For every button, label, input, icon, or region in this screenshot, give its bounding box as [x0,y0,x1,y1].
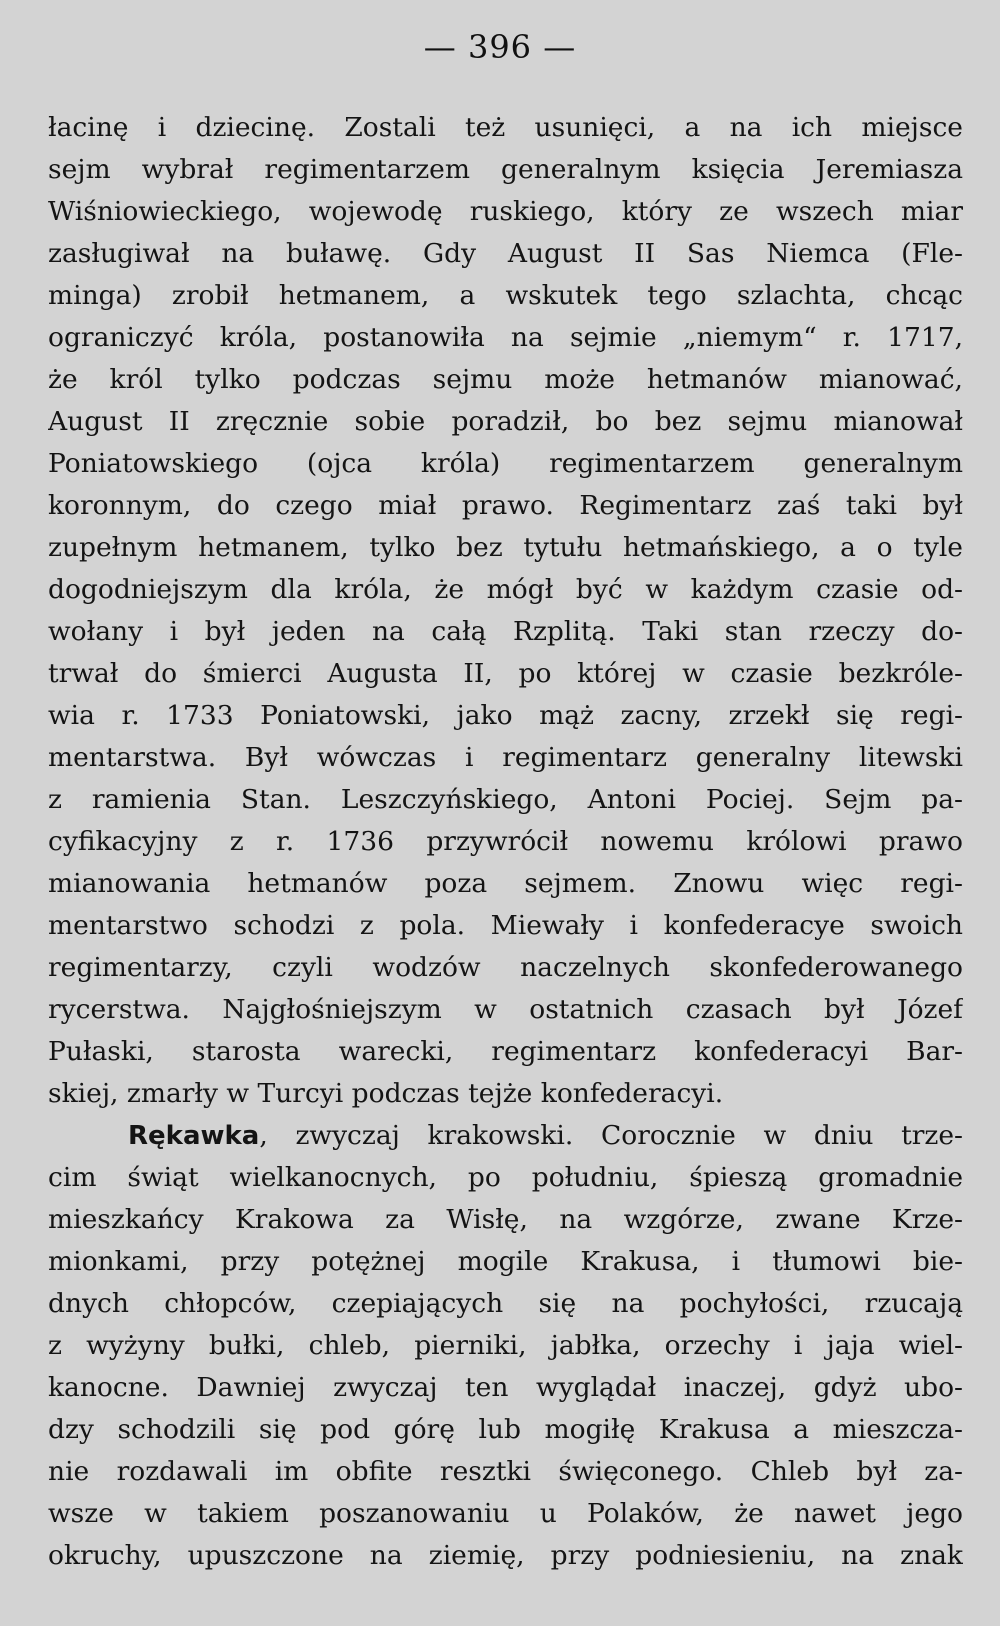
text-line: rycerstwa. Najgłośniejszym w ostatnich czasach był Józef [48,994,963,1025]
text-line: zupełnym hetmanem, tylko bez tytułu hetmańskiego, a o tyle [48,532,963,563]
text-line: zasługiwał na buławę. Gdy August II Sas Niemca (Fle- [48,238,963,269]
text-line [48,1115,963,1157]
text-line: Pułaski, starosta warecki, regimentarz konfederacyi Bar- [48,1036,963,1067]
text-line: regimentarzy, czyli wodzów naczelnych skonfederowanego [48,952,963,983]
text-line: wołany i był jeden na całą Rzplitą. Taki stan rzeczy do- [48,616,963,647]
text-line: że król tylko podczas sejmu może hetmanów mianować, [48,364,963,395]
text-line: kanocne. Dawniej zwyczaj ten wyglądał inaczej, gdyż ubo- [48,1372,963,1403]
text-line: nie rozdawali im obfite resztki święconego. Chleb był za- [48,1456,963,1487]
text-line: mionkami, przy potężnej mogile Krakusa, i tłumowi bie- [48,1246,963,1277]
text-line: z ramienia Stan. Leszczyńskiego, Antoni Pociej. Sejm pa- [48,784,963,815]
text-line: dzy schodzili się pod górę lub mogiłę Krakusa a mieszcza- [48,1414,963,1445]
text-line: koronnym, do czego miał prawo. Regimentarz zaś taki był [48,490,963,521]
entry-lines [48,1157,963,1577]
text-line: okruchy, upuszczone na ziemię, przy podniesieniu, na znak [48,1540,963,1571]
text-line: mentarstwa. Był wówczas i regimentarz generalny litewski [48,742,963,773]
text-line: z wyżyny bułki, chleb, pierniki, jabłka, orzechy i jaja wiel- [48,1330,963,1361]
text-line: skiej, zmarły w Turcyi podczas tejże konfederacyi. [48,1078,724,1109]
text-line: August II zręcznie sobie poradził, bo bez sejmu mianował [48,406,963,437]
paragraph-reginentarz [48,107,963,1115]
text-line: Poniatowskiego (ojca króla) regimentarzem generalnym [48,448,963,479]
text-line: Wiśniowieckiego, wojewodę ruskiego, który ze wszech miar [48,196,963,227]
text-line: mieszkańcy Krakowa za Wisłę, na wzgórze, zwane Krze- [48,1204,963,1235]
page-number: — 396 — [423,28,577,66]
text-line: cim świąt wielkanocnych, po południu, śpieszą gromadnie [48,1162,963,1193]
entry-rekawka [48,1115,963,1577]
text-line: trwał do śmierci Augusta II, po której w czasie bezkróle- [48,658,963,689]
text-line: mentarstwo schodzi z pola. Miewały i konfederacye swoich [48,910,963,941]
text-line: minga) zrobił hetmanem, a wskutek tego szlachta, chcąc [48,280,963,311]
text-line: mianowania hetmanów poza sejmem. Znowu więc regi- [48,868,963,899]
text-line: wsze w takiem poszanowaniu u Polaków, że nawet jego [48,1498,963,1529]
text-line: dogodniejszym dla króla, że mógł być w każdym czasie od- [48,574,963,605]
text-line: wia r. 1733 Poniatowski, jako mąż zacny, zrzekł się regi- [48,700,963,731]
text-line: sejm wybrał regimentarzem generalnym księcia Jeremiasza [48,154,963,185]
entry-intro: , zwyczaj krakowski. Corocznie w dniu trze- [259,1120,963,1151]
text-line: ograniczyć króla, postanowiła na sejmie „niemym“ r. 1717, [48,322,963,353]
text-line: dnych chłopców, czepiających się na pochyłości, rzucają [48,1288,963,1319]
entry-headword: Rękawka [128,1121,260,1151]
text-line: łacinę i dziecinę. Zostali też usunięci, a na ich miejsce [48,112,963,143]
text-line: cyfikacyjny z r. 1736 przywrócił nowemu królowi prawo [48,826,963,857]
body-text [48,107,963,1577]
